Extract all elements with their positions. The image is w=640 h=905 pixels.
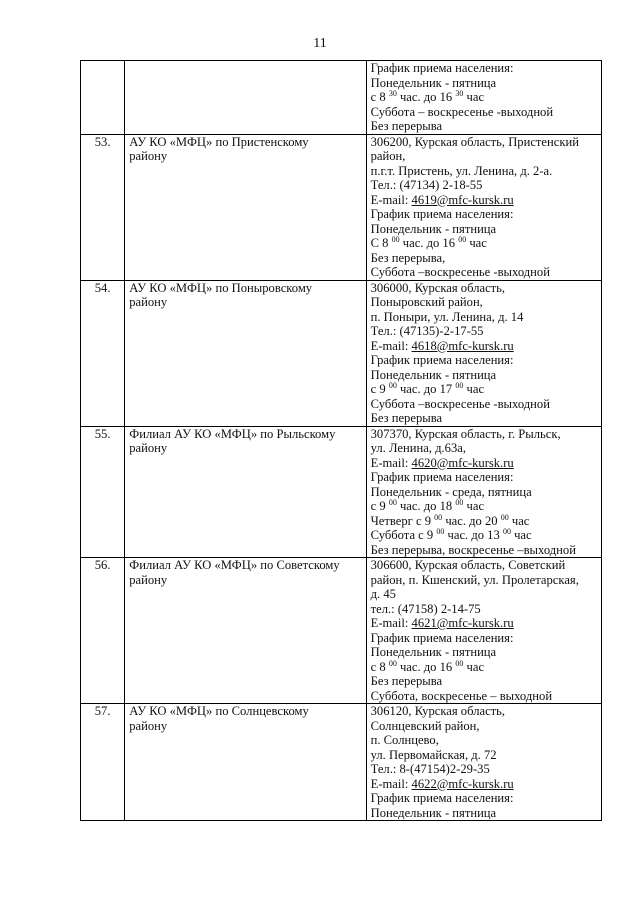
text-line: ул. Первомайская, д. 72	[370, 747, 497, 762]
text-line: 306000, Курская область,	[370, 280, 506, 295]
text-line: Без перерыва,	[370, 250, 446, 265]
time-superscript: 00	[502, 526, 511, 536]
text-line: E-mail: 4622@mfc-kursk.ru	[370, 776, 514, 791]
time-superscript: 00	[458, 234, 467, 244]
text-line: Понедельник - среда, пятница	[370, 484, 532, 499]
office-name-line: АУ КО «МФЦ» по Солнцевскому	[129, 704, 309, 718]
office-name-line: району	[129, 718, 168, 733]
email-link[interactable]: 4618@mfc-kursk.ru	[411, 338, 514, 353]
text-line: E-mail: 4618@mfc-kursk.ru	[370, 338, 514, 353]
text-line: Суббота, воскресенье – выходной	[370, 688, 553, 703]
cell-number: 57.	[81, 704, 125, 821]
table-row	[81, 704, 602, 821]
time-superscript: 00	[436, 526, 445, 536]
table-body	[81, 61, 602, 821]
text-line: Без перерыва	[370, 411, 443, 425]
text-line: Понедельник - пятница	[370, 367, 497, 382]
time-superscript: 00	[455, 497, 464, 507]
cell-info	[366, 134, 601, 280]
time-superscript: 00	[434, 512, 443, 522]
time-superscript: 00	[388, 497, 397, 507]
text-line: район,	[370, 149, 406, 163]
text-line: ул. Ленина, д.63а,	[370, 441, 466, 455]
office-name-line: АУ КО «МФЦ» по Пристенскому	[129, 134, 309, 149]
cell-name	[125, 558, 366, 704]
text-line: Тел.: (47134) 2-18-55	[370, 178, 483, 192]
office-name-line: Филиал АУ КО «МФЦ» по Рыльскому	[129, 426, 336, 441]
cell-name	[125, 704, 366, 821]
text-line: Суббота – воскресенье -выходной	[370, 104, 554, 119]
text-line: Четверг с 9 $^{00}$ час. до 20 $^{00}$ час	[370, 512, 530, 528]
text-line: 306120, Курская область,	[370, 704, 506, 718]
time-superscript: 00	[455, 380, 464, 390]
text-line: С 8 $^{00}$ час. до 16 $^{00}$ час	[370, 234, 487, 250]
text-line: График приема населения:	[370, 791, 514, 805]
cell-number: 56.	[81, 558, 125, 704]
time-superscript: 30	[455, 88, 464, 98]
time-superscript: 00	[388, 658, 397, 668]
table-row	[81, 426, 602, 558]
text-line: График приема населения:	[370, 470, 514, 484]
text-line: Тел.: 8-(47154)2-29-35	[370, 762, 490, 776]
time-superscript: 30	[388, 88, 397, 98]
text-line: 307370, Курская область, г. Рыльск,	[370, 426, 561, 441]
office-name-line: району	[129, 149, 168, 163]
cell-name	[125, 426, 366, 558]
text-line: E-mail: 4620@mfc-kursk.ru	[370, 455, 514, 470]
text-line: Поныровский район,	[370, 295, 483, 309]
table-row-continuation	[81, 61, 602, 135]
text-line: График приема населения:	[370, 61, 514, 75]
time-superscript: 00	[388, 380, 397, 390]
text-line: Без перерыва, воскресенье –выходной	[370, 542, 576, 557]
office-name-line: Филиал АУ КО «МФЦ» по Советскому	[129, 558, 340, 572]
office-name-line: АУ КО «МФЦ» по Поныровскому	[129, 280, 313, 295]
text-line: п. Поныри, ул. Ленина, д. 14	[370, 309, 524, 324]
text-line: E-mail: 4621@mfc-kursk.ru	[370, 616, 514, 630]
text-line: 306600, Курская область, Советский	[370, 558, 566, 572]
cell-info	[366, 426, 601, 558]
text-line: Солнцевский район,	[370, 718, 480, 733]
cell-name	[125, 280, 366, 426]
office-name-line: району	[129, 572, 168, 587]
text-line: График приема населения:	[370, 630, 514, 645]
cell-name	[125, 61, 366, 135]
mfc-offices-table	[80, 60, 602, 821]
text-line: с 8 $^{30}$ час. до 16 $^{30}$ час	[370, 88, 485, 104]
text-line: д. 45	[370, 587, 396, 601]
office-name-line: району	[129, 441, 168, 455]
text-line: с 8 $^{00}$ час. до 16 $^{00}$ час	[370, 658, 485, 674]
email-link[interactable]: 4620@mfc-kursk.ru	[411, 455, 514, 470]
text-line: Без перерыва	[370, 674, 443, 688]
email-link[interactable]: 4619@mfc-kursk.ru	[411, 192, 514, 207]
text-line: с 9 $^{00}$ час. до 18 $^{00}$ час	[370, 497, 485, 513]
text-line: Суббота –воскресенье -выходной	[370, 396, 550, 411]
table-row	[81, 134, 602, 280]
cell-number: 54.	[81, 280, 125, 426]
table-row	[81, 280, 602, 426]
cell-info	[366, 61, 601, 135]
text-line: График приема населения:	[370, 353, 514, 367]
text-line: Понедельник - пятница	[370, 221, 497, 236]
text-line: п.г.т. Пристень, ул. Ленина, д. 2-а.	[370, 163, 553, 178]
page-number: 11	[313, 36, 327, 51]
cell-info	[366, 280, 601, 426]
text-line: Тел.: (47135)-2-17-55	[370, 324, 484, 338]
office-name-line: району	[129, 295, 168, 309]
time-superscript: 00	[455, 658, 464, 668]
text-line: Суббота –воскресенье -выходной	[370, 265, 550, 279]
email-link[interactable]: 4621@mfc-kursk.ru	[411, 616, 514, 630]
text-line: Без перерыва	[370, 119, 443, 133]
table-row	[81, 558, 602, 704]
text-line: Понедельник - пятница	[370, 805, 497, 820]
text-line: Суббота с 9 $^{00}$ час. до 13 $^{00}$ час	[370, 526, 532, 542]
text-line: с 9 $^{00}$ час. до 17 $^{00}$ час	[370, 380, 485, 396]
cell-name	[125, 134, 366, 280]
text-line: 306200, Курская область, Пристенский	[370, 134, 579, 149]
text-line: район, п. Кшенский, ул. Пролетарская,	[370, 572, 579, 587]
text-line: Понедельник - пятница	[370, 75, 497, 90]
text-line: тел.: (47158) 2-14-75	[370, 601, 481, 616]
email-link[interactable]: 4622@mfc-kursk.ru	[411, 776, 514, 791]
cell-info	[366, 704, 601, 821]
cell-number	[81, 61, 125, 135]
cell-number: 55.	[81, 426, 125, 558]
time-superscript: 00	[500, 512, 509, 522]
text-line: п. Солнцево,	[370, 733, 439, 747]
cell-number: 53.	[81, 134, 125, 280]
text-line: Понедельник - пятница	[370, 645, 497, 659]
time-superscript: 00	[391, 234, 400, 244]
cell-info	[366, 558, 601, 704]
text-line: E-mail: 4619@mfc-kursk.ru	[370, 192, 514, 207]
text-line: График приема населения:	[370, 207, 514, 221]
